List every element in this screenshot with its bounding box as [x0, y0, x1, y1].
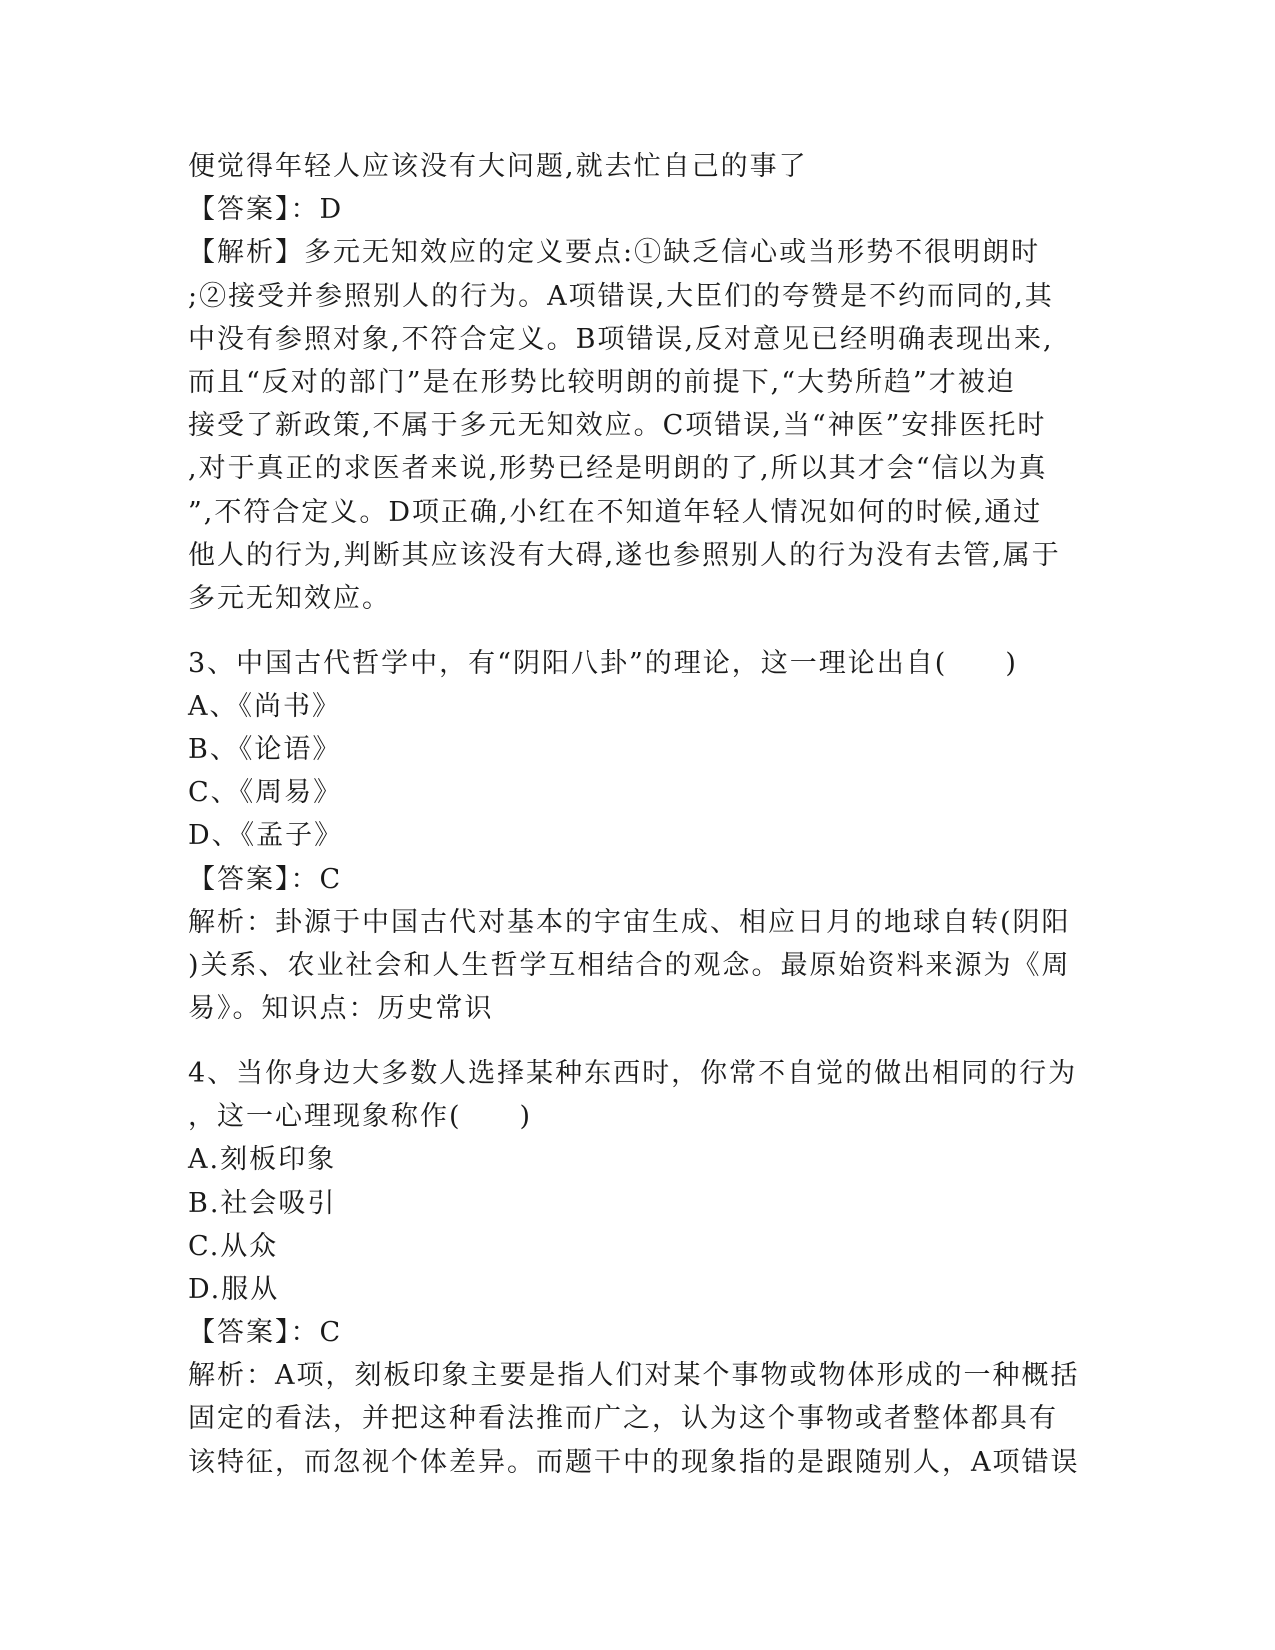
analysis-line: ;②接受并参照别人的行为。A项错误,大臣们的夸赞是不约而同的,其 — [188, 280, 1054, 312]
question-3 — [188, 642, 1088, 1031]
question-stem: 3、中国古代哲学中，有“阴阳八卦”的理论，这一理论出自( ) — [188, 647, 1018, 679]
option-c: C.从众 — [188, 1230, 279, 1262]
section-gap — [188, 620, 1088, 642]
document-body — [188, 145, 1088, 1484]
analysis-line: 多元无知效应。 — [188, 582, 391, 614]
option-a: A、《尚书》 — [188, 690, 341, 722]
answer-line: 【答案】：C — [188, 863, 343, 895]
analysis-line: )关系、农业社会和人生哲学互相结合的观念。最原始资料来源为《周 — [188, 949, 1071, 981]
question-stem: 4、当你身边大多数人选择某种东西时，你常不自觉的做出相同的行为 — [188, 1057, 1078, 1089]
text-line: 便觉得年轻人应该没有大问题,就去忙自己的事了 — [188, 151, 808, 182]
option-d: D.服从 — [188, 1273, 280, 1305]
option-a: A.刻板印象 — [188, 1144, 337, 1176]
question-stem: ，这一心理现象称作( ) — [188, 1101, 533, 1133]
analysis-line: 固定的看法，并把这种看法推而广之，认为这个事物或者整体都具有 — [188, 1403, 1058, 1435]
question-4 — [188, 1052, 1088, 1484]
analysis-line: 该特征，而忽视个体差异。而题干中的现象指的是跟随别人，A项错误 — [188, 1446, 1080, 1478]
analysis-line: ”,不符合定义。D项正确,小红在不知道年轻人情况如何的时候,通过 — [188, 496, 1043, 528]
option-b: B.社会吸引 — [188, 1187, 337, 1219]
option-c: C、《周易》 — [188, 777, 343, 809]
analysis-line: 解析：A项，刻板印象主要是指人们对某个事物或物体形成的一种概括 — [188, 1360, 1080, 1392]
option-b: B、《论语》 — [188, 734, 342, 766]
answer-line: 【答案】：D — [188, 194, 344, 226]
analysis-line: 【解析】多元无知效应的定义要点:①缺乏信心或当形势不很明朗时 — [188, 237, 1041, 269]
analysis-line: 中没有参照对象,不符合定义。B项错误,反对意见已经明确表现出来, — [188, 323, 1054, 355]
analysis-line: 而且“反对的部门”是在形势比较明朗的前提下,“大势所趋”才被迫 — [188, 366, 1016, 398]
option-d: D、《孟子》 — [188, 820, 344, 852]
analysis-line: 易》。知识点：历史常识 — [188, 993, 494, 1025]
analysis-line: 他人的行为,判断其应该没有大碍,遂也参照别人的行为没有去管,属于 — [188, 539, 1061, 571]
question-2-explanation — [188, 145, 1088, 620]
analysis-line: 接受了新政策,不属于多元无知效应。C项错误,当“神医”安排医托时 — [188, 410, 1047, 442]
answer-line: 【答案】：C — [188, 1317, 343, 1349]
analysis-line: ,对于真正的求医者来说,形势已经是明朗的了,所以其才会“信以为真 — [188, 453, 1048, 485]
analysis-line: 解析：卦源于中国古代对基本的宇宙生成、相应日月的地球自转(阴阳 — [188, 906, 1071, 938]
section-gap — [188, 1030, 1088, 1052]
